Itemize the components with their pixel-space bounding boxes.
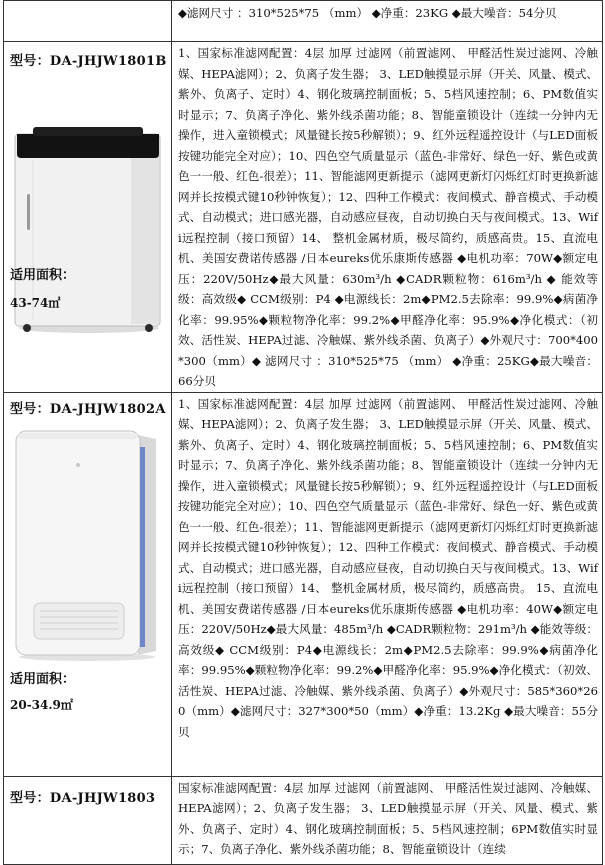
product-description: 1、国家标准滤网配置：4层 加厚 过滤网（前置滤网、 甲醛活性炭过滤网、冷触媒、HEPA滤网）；2、负离子发生器； 3、LED触摸显示屏（开关、风量、模式、紫外、负离子、定时）4、钢化玻璃控制面板；5、5档风速控制；6、PM数值实时显示；7、负离子净化、紫外线杀菌功能；8、智能童锁设计（连续一分钟内无操作，进入童锁模式；风量键长按5秒解锁）；9、红外远程遥控设计（与LED面板按键功能完全对应）；10、四色空气质量显示（蓝色-非常好、绿色一好、紫色或黄色一一般、红色-很差）；11、智能滤网更新提示（滤网更新灯闪烁红灯时更换新滤网并长按模式键10秒钟恢复）；12、四种工作模式：夜间模式、静音模式、手动模式、自动模式；进口感光器，自动感应昼夜，自动切换白天与夜间模式。13、Wifi远程控制（接口预留）14、 整机金属材质，极尽简约，质感高贵。 15、直流电机、美国安费诺传感器 /日本eureks优乐康斯传感器 ◆电机功率：40W◆额定电压：220V/50Hz◆最大风量：485m³/h ◆CADR颗粒物：291m³/h ◆能效等级：高效级◆ CCM级别：P4◆电源线长：2m◆PM2.5去除率：99.9%◆病菌净化率：99.95%◆颗粒物净化率：99.2%◆甲醛净化率：95.9%◆净化模式：（初效、活性炭、HEPA过滤、冷触媒、紫外线杀菌、负离子）◆外观尺寸：585*360*260（mm）◆滤网尺寸：327*300*50（mm）◆净重：13.2Kg ◆最大噪音：55分贝	[178, 396, 598, 739]
product-description: 1、国家标准滤网配置：4层 加厚 过滤网（前置滤网、 甲醛活性炭过滤网、冷触媒、HEPA滤网）；2、负离子发生器； 3、LED触摸显示屏（开关、风量、模式、紫外、负离子、定时）4、钢化玻璃控制面板；5、5档风速控制；6、PM数值实时显示；7、负离子净化、紫外线杀菌功能；8、智能童锁设计（连续一分钟内无操作，进入童锁模式；风量键长按5秒解锁）；9、红外远程遥控设计（与LED面板按键功能完全对应）；10、四色空气质量显示（蓝色-非常好、绿色一好、紫色或黄色一一般、红色-很差）；11、智能滤网更新提示（滤网更新灯闪烁红灯时更换新滤网并长按模式键10秒钟恢复）；12、四种工作模式：夜间模式、静音模式、手动模式、自动模式；进口感光器，自动感应昼夜，自动切换白天与夜间模式。13、Wifi远程控制（接口预留）14、 整机金属材质，极尽简约，质感高贵。15、直流电机、美国安费诺传感器 /日本eureks优乐康斯传感器 ◆电机功率：70W◆额定电压：220V/50Hz◆最大风量：630m³/h ◆CADR颗粒物：616m³/h ◆ 能效等级：高效级◆ CCM级别：P4 ◆电源线长：2m◆PM2.5去除率：99.9%◆病菌净化率：99.95%◆颗粒物净化率：99.2%◆甲醛净化率：95.9%◆净化模式：（初效、活性炭、HEPA过滤、冷触媒、紫外线杀菌、负离子）◆外观尺寸：700*400*300（mm）◆ 滤网尺寸 ：310*525*75 （mm） ◆净重：25KG◆最大噪音：66分贝	[178, 46, 598, 388]
table-row-product-1802a	[4, 392, 603, 776]
table-row-continuation	[4, 1, 603, 42]
product-description-cell	[172, 776, 603, 864]
area-label: 适用面积：	[10, 671, 76, 687]
product-description-cell	[172, 42, 603, 393]
product-description-cell	[172, 392, 603, 776]
spec-sheet	[3, 0, 602, 856]
area-value: 20-34.9㎡	[10, 697, 73, 712]
product-info-cell	[4, 42, 172, 393]
empty-left-cell	[4, 1, 172, 42]
table-row-product-1803	[4, 776, 603, 864]
product-description: 国家标准滤网配置：4层 加厚 过滤网（前置滤网、 甲醛活性炭过滤网、冷触媒、HEPA滤网）；2、负离子发生器； 3、LED触摸显示屏（开关、风量、模式、紫外、负离子、定时）4、钢化玻璃控制面板；5、5档风速控制；6PM数值实时显示；7、负离子净化、紫外线杀菌功能；8、智能童锁设计（连续	[178, 780, 598, 856]
model-label: 型号：DA-JHJW1802A	[10, 401, 166, 417]
continuation-cell	[172, 1, 603, 42]
model-label: 型号：DA-JHJW1803	[10, 790, 156, 806]
continuation-text: ◆滤网尺寸 ：310*525*75 （mm） ◆净重：23KG ◆最大噪音：54分贝	[178, 6, 557, 20]
product-spec-table	[3, 0, 603, 865]
air-purifier-1802a-image	[12, 425, 162, 663]
product-info-cell	[4, 776, 172, 864]
product-info-cell	[4, 392, 172, 776]
model-label: 型号：DA-JHJW1801B	[10, 54, 167, 69]
area-value: 43-74㎡	[10, 296, 61, 310]
table-row-product-1801b	[4, 42, 603, 393]
area-label: 适用面积：	[10, 268, 76, 283]
